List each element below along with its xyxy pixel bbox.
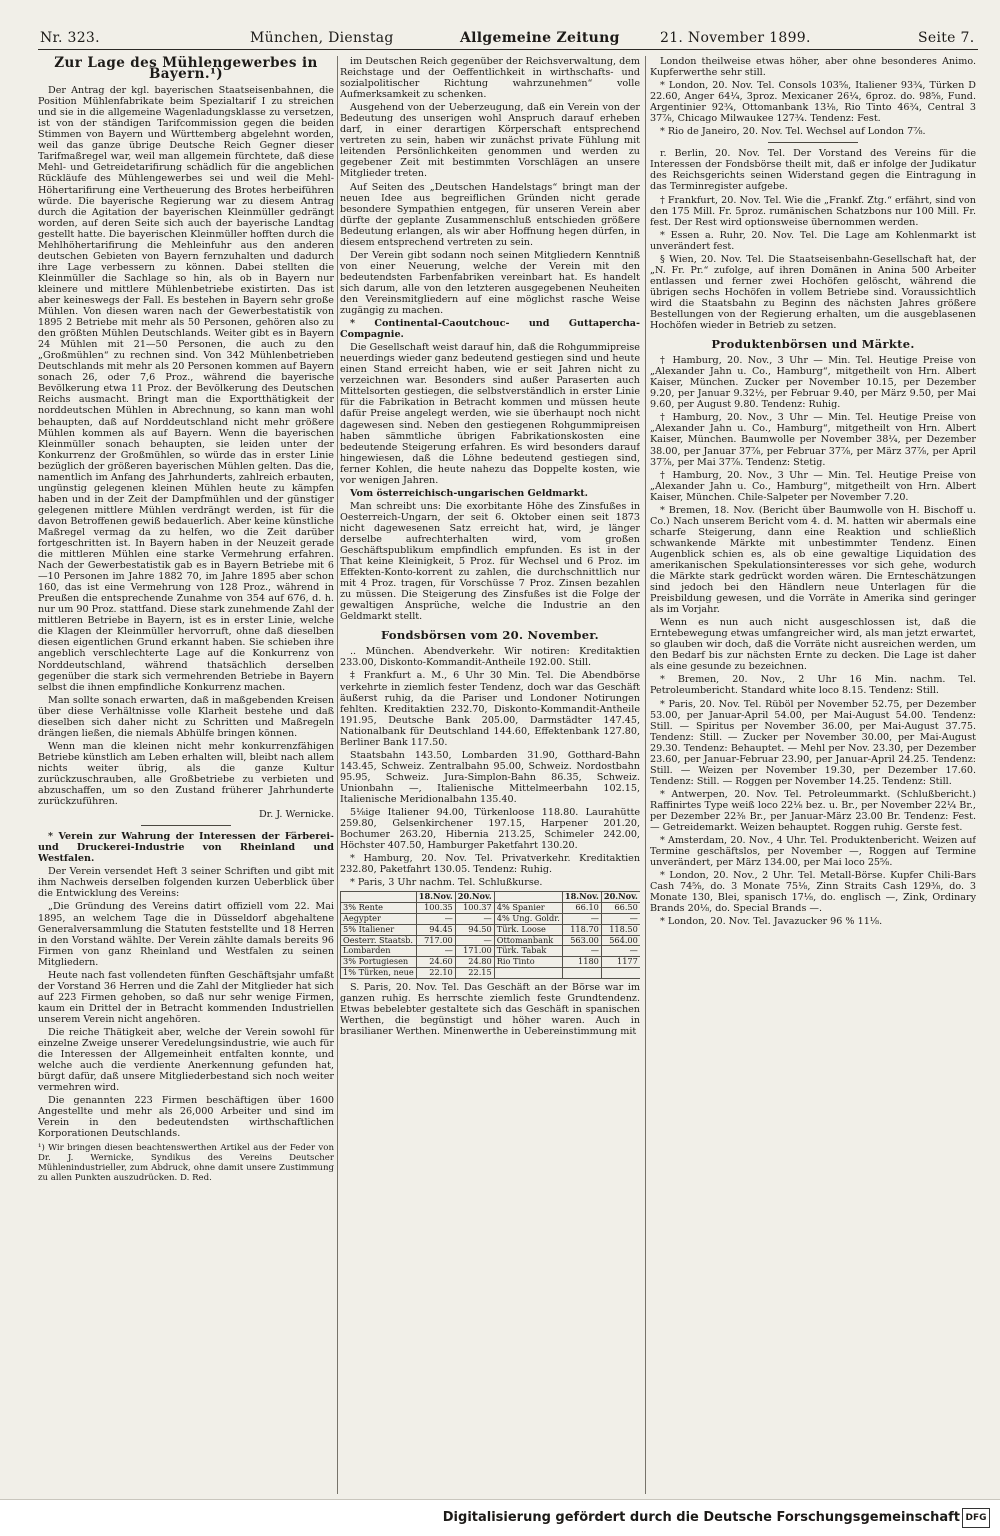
paragraph: * London, 20. Nov., 2 Uhr. Tel. Metall-Börse. Kupfer Chili-Bars Cash 74⅝, do. 3 Monate 75⅛, Zinn Straits Cash 129⅜, do. 3 Monate 130, Blei, spanisch 17⅛, do. englisch —, Zink, Ordinary Brands 20⅛, do. Special Brands —.: [650, 870, 976, 915]
place-date: München, Dienstag: [250, 30, 394, 46]
table-header-cell: 20.Nov.: [455, 892, 494, 903]
paragraph: * Paris, 3 Uhr nachm. Tel. Schlußkurse.: [350, 877, 543, 889]
table-row: [341, 903, 641, 914]
author-signature: Dr. J. Wernicke.: [258, 809, 334, 821]
table-header-cell: 20.Nov.: [601, 892, 640, 903]
masthead-rule: [38, 49, 978, 50]
section-title: Fondsbörsen vom 20. November.: [381, 628, 599, 643]
table-cell: [562, 967, 601, 978]
paragraph: * Bremen, 18. Nov. (Bericht über Baumwolle von H. Bischoff u. Co.) Nach unserem Bericht vom 4. d. M. hatten wir abermals eine scharfe Steigerung, dann eine Reaktion und schließlich schwankende Märkte mit unbestimmter Tendenz. Einen Augenblick schien es, als ob eine gewaltige Liquidation des amerikanischen Spekulationsinteresses vor sich gehe, wodurch die Märkte stark gedrückt worden wären. Die Ernteschätzungen sind jedoch bei den Händlern neue Unterlagen für die Preisbildung gewesen, und die Vorräte in Amerika sind geringer als im Vorjahr.: [650, 504, 976, 616]
paragraph: * Paris, 20. Nov. Tel. Rüböl per November 52.75, per Dezember 53.00, per Januar-April 54.00, per Mai-August 54.00. Tendenz: Still. — Spiritus per November 36.00, per Mai-August 37.75. Tendenz: Still. — Zucker per November 30.00, per Mai-August 29.30. Tendenz: Behauptet. — Mehl per Nov. 23.30, per Dezember 23.60, per Januar-Februar 23.90, per Januar-April 24.25. Tendenz: Still. — Weizen per November 19.30, per Dezember 17.60. Tendenz: Still. — Roggen per November 14.25. Tendenz: Still.: [650, 698, 976, 787]
paragraph: † Hamburg, 20. Nov., 3 Uhr — Min. Tel. Heutige Preise von „Alexander Jahn u. Co., Hamburg“, mitgetheilt von Hrn. Albert Kaiser, München. Chile-Salpeter per November 7.20.: [650, 469, 976, 503]
table-row: [341, 957, 641, 968]
table-cell: 118.70: [562, 924, 601, 935]
table-cell: Lombarden: [341, 946, 417, 957]
table-cell: 5% Italiener: [341, 924, 417, 935]
paragraph: * Hamburg, 20. Nov. Tel. Privatverkehr. Kreditaktien 232.80, Paketfahrt 130.05. Tendenz: Ruhig.: [340, 853, 640, 876]
table-cell: 171.00: [455, 946, 494, 957]
column-rule: [645, 56, 646, 1494]
paper-title: Allgemeine Zeitung: [460, 30, 620, 46]
table-cell: 24.80: [455, 957, 494, 968]
paragraph: Heute nach fast vollendeten fünften Geschäftsjahr umfaßt der Vorstand 36 Herren und die Zahl der Mitglieder hat sich auf 223 Firmen gehoben, so daß nur sehr wenige Firmen, kaum ein Drittel der in Betracht kommenden Industriellen unserem Verein nicht angehören.: [38, 969, 334, 1025]
column-rule: [337, 56, 338, 1494]
paragraph: * Antwerpen, 20. Nov. Tel. Petroleummarkt. (Schlußbericht.) Raffinirtes Type weiß loco 22⅛ bez. u. Br., per November 22¼ Br., per Dezember 22⅜ Br., per Januar-März 23.00 Br. Tendenz: Fest. — Getreidemarkt. Weizen behauptet. Roggen ruhig. Gerste fest.: [650, 788, 976, 834]
funding-credit: Digitalisierung gefördert durch die Deutsche Forschungsgemeinschaft: [442, 1510, 960, 1525]
column-3: [650, 56, 976, 1496]
table-header-row: [341, 892, 641, 903]
paragraph: Man sollte sonach erwarten, daß in maßgebenden Kreisen über diese Verhältnisse volle Klarheit bestehe und daß dieselben sich daher nicht zu Schritten und Maßregeln drängen ließen, die niemals Abhülfe bringen können.: [38, 694, 334, 739]
table-cell: 66.50: [601, 903, 640, 914]
paragraph: Wenn es nun auch nicht ausgeschlossen ist, daß die Erntebewegung etwas umfangreicher wird, als man jetzt erwartet, so glauben wir doch, daß die Vorräte nicht ausreichen werden, um den Bedarf bis zur nächsten Ernte zu decken. Die Lage ist daher als eine gesunde zu bezeichnen.: [650, 617, 976, 673]
paragraph: Die genannten 223 Firmen beschäftigen über 1600 Angestellte und mehr als 26,000 Arbeiter und sind im Verein in den bedeutendsten wirthschaftlichen Korporationen Deutschlands.: [38, 1095, 334, 1140]
table-cell: —: [455, 935, 494, 946]
table-cell: 22.15: [455, 967, 494, 978]
paragraph: Die Gesellschaft weist darauf hin, daß die Rohgummipreise neuerdings wieder ganz bedeutend gestiegen sind und heute einen Stand erreicht haben, wie er seit Jahren nicht zu verzeichnen war. Besonders sind außer Paraserten auch Mittelsorten gestiegen, die selbstverständlich in erster Linie für die Fabrikation in Betracht kommen und müssen heute dafür Preise angelegt werden, wie sie überhaupt noch nicht dagewesen sind. Neben den gestiegenen Rohgummipreisen haben sämmtliche übrigen Fabrikationskosten eine bedeutende Steigerung erfahren. Es wird besonders darauf hingewiesen, daß die Löhne bedeutend gestiegen sind, ferner Kohlen, die heute nahezu das Doppelte kosten, wie vor wenigen Jahren.: [340, 342, 640, 486]
table-cell: 100.37: [455, 903, 494, 914]
footnote: [38, 1143, 334, 1183]
table-cell: —: [601, 946, 640, 957]
table-cell: —: [455, 913, 494, 924]
paragraph: * Bremen, 20. Nov., 2 Uhr 16 Min. nachm. Tel. Petroleumbericht. Standard white loco 8.15. Tendenz: Still.: [650, 674, 976, 697]
paragraph: S. Paris, 20. Nov. Tel. Das Geschäft an der Börse war im ganzen ruhig. Es herrschte ziemlich feste Grundtendenz. Etwas bebelebter gestaltete sich das Geschäft in spanischen Werthen, die begünstigt und höher waren. Auch in brasilianer Werthen. Minenwerthe in Uebereinstimmung mit: [340, 981, 640, 1037]
table-header-cell: [341, 892, 417, 903]
table-cell: 100.35: [416, 903, 455, 914]
table-cell: 1180: [562, 957, 601, 968]
table-cell: Oesterr. Staatsb.: [341, 935, 417, 946]
table-cell: 564.00: [601, 935, 640, 946]
paragraph: Staatsbahn 143.50, Lombarden 31.90, Gotthard-Bahn 143.45, Schweiz. Zentralbahn 95.00, Schweiz. Nordostbahn 95.95, Schweiz. Jura-Simplon-Bahn 86.35, Schweiz. Unionbahn —, Italienische Mittelmeerbahn 102.15, Italienische Meridionalbahn 135.40.: [340, 749, 640, 805]
footnote-sign: D. Red.: [180, 1173, 212, 1184]
paragraph: London theilweise etwas höher, aber ohne besonderes Animo. Kupferwerthe sehr still.: [650, 56, 976, 79]
section-heading: * Continental-Caoutchouc- und Guttapercha-Compagnie.: [340, 318, 640, 341]
table-cell: 94.50: [455, 924, 494, 935]
table-cell: —: [416, 913, 455, 924]
table-cell: 66.10: [562, 903, 601, 914]
table-row: [341, 924, 641, 935]
section-title: Produktenbörsen und Märkte.: [711, 337, 915, 352]
table-row: [341, 935, 641, 946]
table-cell: Türk. Loose: [494, 924, 562, 935]
dfg-logo: DFG: [962, 1508, 990, 1528]
table-row: [341, 913, 641, 924]
separator: [768, 142, 858, 143]
paragraph: § Wien, 20. Nov. Tel. Die Staatseisenbahn-Gesellschaft hat, der „N. Fr. Pr.“ zufolge, auf ihren Domänen in Anina 500 Arbeiter entlassen und ferner zwei Hochöfen gelöscht, während die übrigen sechs Hochöfen in vollem Betriebe sind. Voraussichtlich wird die Staatsbahn zu Beginn des nächsten Jahres größere Bestellungen von der Regierung erhalten, um die ausgeblasenen Hochöfen wieder in Betrieb zu setzen.: [650, 253, 976, 332]
column-1: [38, 56, 334, 1496]
table-cell: Ottomanbank: [494, 935, 562, 946]
table-header-cell: 18.Nov.: [562, 892, 601, 903]
paragraph: † Hamburg, 20. Nov., 3 Uhr — Min. Tel. Heutige Preise von „Alexander Jahn u. Co., Hamburg“, mitgetheilt von Hrn. Albert Kaiser, München. Baumwolle per November 38¼, per Dezember 38.00, per Januar 37⅞, per Februar 37⅞, per März 37⅞, per April 37⅞, per Mai 37⅞. Tendenz: Stetig.: [650, 412, 976, 468]
paragraph: Man schreibt uns: Die exorbitante Höhe des Zinsfußes in Oesterreich-Ungarn, der seit 6. Oktober einen seit 1873 nicht dagewesenen Satz erreicht hat, wird, je länger derselbe aufrechterhalten wird, vom großen Geschäftspublikum empfindlich empfunden. Es ist in der That keine Kleinigkeit, 5 Proz. für Wechsel und 6 Proz. im Effekten-Konto-korrent zu zahlen, die durchschnittlich nur mit 4 Proz. tragen, für Vorschüsse 7 Proz. Zinsen bezahlen zu müssen. Die Steigerung des Zinsfußes ist die Folge der gewaltigen Ansprüche, welche die Industrie an den Geldmarkt stellt.: [340, 500, 640, 623]
paragraph: † Frankfurt, 20. Nov. Tel. Wie die „Frankf. Ztg.“ erfährt, sind von den 175 Mill. Fr. 5proz. rumänischen Schatzbons nur 100 Mill. Fr. fest. Der Rest wird optionsweise übernommen werden.: [650, 194, 976, 228]
table-header-cell: 18.Nov.: [416, 892, 455, 903]
section-heading: Vom österreichisch-ungarischen Geldmarkt.: [350, 487, 589, 499]
paragraph: Der Verein gibt sodann noch seinen Mitgliedern Kenntniß von einer Neuerung, welche der Verein mit den bedeutendsten Farbenfabriken vereinbart hat. Es handelt sich darum, alle von den letzteren ausgegebenen Neuheiten den Vereinsmitgliedern auf eine möglichst rasche Weise zugängig zu machen.: [340, 249, 640, 317]
table-cell: 94.45: [416, 924, 455, 935]
table-cell: 563.00: [562, 935, 601, 946]
table-cell: 1% Türken, neue: [341, 967, 417, 978]
table-cell: 3% Rente: [341, 903, 417, 914]
paragraph: Der Verein versendet Heft 3 seiner Schriften und gibt mit ihm Nachweis derselben folgenden kurzen Ueberblick über die Entwicklung des Vereins:: [38, 866, 334, 900]
section-heading: * Verein zur Wahrung der Interessen der Färberei- und Druckerei-Industrie von Rheinland und Westfalen.: [38, 831, 334, 865]
footnote-text: ¹) Wir bringen diesen beachtenswerthen Artikel aus der Feder von Dr. J. Wernicke, Syndikus des Vereins Deutscher Mühlenindustrieller, zum Abdruck, ohne damit unsere Zustimmung zu allen Punkten auszudrücken.: [38, 1143, 334, 1184]
table-cell: 3% Portugiesen: [341, 957, 417, 968]
paragraph: Die reiche Thätigkeit aber, welche der Verein sowohl für einzelne Zweige unserer Veredelungsindustrie, wie auch für die Interessen der Allgemeinheit entfalten konnte, und welche auch die verdiente Anerkennung gefunden hat, bürgt dafür, daß unsere Mitgliederbestand sich noch weiter vermehren wird.: [38, 1026, 334, 1094]
paris-quotes-table: [340, 891, 640, 978]
paragraph: * London, 20. Nov. Tel. Javazucker 96 % 11⅛.: [660, 916, 883, 928]
table-row: [341, 946, 641, 957]
table-cell: —: [416, 946, 455, 957]
table-header-cell: [494, 892, 562, 903]
table-cell: 118.50: [601, 924, 640, 935]
digitization-footer: [0, 1499, 1000, 1536]
table-cell: 24.60: [416, 957, 455, 968]
paragraph: Ausgehend von der Ueberzeugung, daß ein Verein von der Bedeutung des unserigen wohl Anspruch darauf erheben darf, in einer derartigen Körperschaft entsprechend vertreten zu sein, haben wir zunächst private Fühlung mit leitenden Persönlichkeiten genommen und werden zu gegebener Zeit mit bestimmten Vorschlägen an unsere Mitglieder treten.: [340, 102, 640, 180]
table-cell: Türk. Tabak: [494, 946, 562, 957]
table-cell: Rio Tinto: [494, 957, 562, 968]
table-row: [341, 967, 641, 978]
table-cell: 4% Ung. Goldr.: [494, 913, 562, 924]
paragraph: * London, 20. Nov. Tel. Consols 103⅝, Italiener 93¾, Türken D 22.60, Anger 64¼, 3proz. Mexicaner 26¼, 6proz. do. 98⅝, Fund. Argentinier 92¾, Ottomanbank 13⅛, Rio Tinto 46¾, Central 3 37⅞, Chicago Milwaukee 127¾. Tendenz: Fest.: [650, 80, 976, 125]
paragraph: Wenn man die kleinen nicht mehr konkurrenzfähigen Betriebe künstlich am Leben erhalten will, bleibt nach allem nichts weiter übrig, als die ganze Kultur zurückzuschrauben, alle Großbetriebe zu verbieten und abzuschaffen, um so den Zustand früherer Jahrhunderte zurückzuführen.: [38, 740, 334, 808]
paragraph: * Essen a. Ruhr, 20. Nov. Tel. Die Lage am Kohlenmarkt ist unverändert fest.: [650, 229, 976, 252]
paragraph: Auf Seiten des „Deutschen Handelstags“ bringt man der neuen Idee aus begreiflichen Gründen nicht gerade besondere Sympathien entgegen, für unseren Verein aber dürfte der geplante Zusammenschluß entschieden größere Bedeutung erlangen, als wir aber Hoffnung hegen dürfen, in diesem entsprechend vertreten zu sein.: [340, 181, 640, 248]
table-cell: [494, 967, 562, 978]
table-cell: 1177: [601, 957, 640, 968]
paragraph: r. Berlin, 20. Nov. Tel. Der Vorstand des Vereins für die Interessen der Fondsbörse theilt mit, daß er infolge der Judikatur des Reichsgerichts seinen Widerstand gegen die Eintragung in das Terminregister aufgebe.: [650, 148, 976, 193]
separator: [141, 825, 231, 826]
table-cell: —: [601, 913, 640, 924]
issue-date: 21. November 1899.: [660, 30, 811, 46]
issue-number: Nr. 323.: [40, 30, 100, 46]
page-number: Seite 7.: [918, 30, 975, 46]
paragraph: * Rio de Janeiro, 20. Nov. Tel. Wechsel auf London 7⅞.: [660, 126, 926, 138]
paragraph: 5⅛ige Italiener 94.00, Türkenloose 118.80. Laurahütte 259.80, Gelsenkirchener 197.15, Harpener 201.20, Bochumer 263.20, Hibernia 213.25, Schimeler 242.00, Höchster 407.50, Hamburger Paketfahrt 130.20.: [340, 807, 640, 852]
masthead: [40, 30, 978, 48]
table-cell: —: [562, 913, 601, 924]
column-2: [340, 56, 640, 1496]
table-body: [341, 903, 641, 979]
table-cell: 22.10: [416, 967, 455, 978]
table-cell: [601, 967, 640, 978]
paragraph: † Hamburg, 20. Nov., 3 Uhr — Min. Tel. Heutige Preise von „Alexander Jahn u. Co., Hamburg“, mitgetheilt von Hrn. Albert Kaiser, München. Zucker per November 10.15, per Dezember 9.20, per Januar 9.32½, per Februar 9.40, per März 9.50, per Mai 9.60, per August 9.80. Tendenz: Ruhig.: [650, 355, 976, 411]
paragraph: * Amsterdam, 20. Nov., 4 Uhr. Tel. Produktenbericht. Weizen auf Termine geschäftslos, per November —, Roggen auf Termine unverändert, per März 134.00, per Mai loco 25⅝.: [650, 835, 976, 869]
table-cell: 717.00: [416, 935, 455, 946]
table-cell: Aegypter: [341, 913, 417, 924]
paragraph: Der Antrag der kgl. bayerischen Staatseisenbahnen, die Position Mühlenfabrikate beim Spezialtarif I zu streichen und sie in die allgemeine Wagenladungsklasse zu versetzen, ist von der ständigen Tarifcommission gegen die beiden Stimmen von Bayern und Württemberg abgelehnt worden, weil das ganze übrige Deutsche Reich Gegner dieser Tarifmaßregel war, weil man allgemein fürchtete, daß diese Mehl- und Getreidetarifirung schädlich für die angeblichen Rückläufe des Mühlengewerbes sei und weil die Mehl-Höhertarifirung eine Vertheuerung des Brotes herbeiführen würde. Die bayerische Regierung war zu diesem Antrag durch die Agitation der bayerischen Kleinmüller gedrängt worden, auf deren Seite sich auch der bayerische Landtag gestellt hatte. Die bayerischen Kleinmüller hofften durch die Mehlhöhertarifirung die Mehleinfuhr aus den anderen deutschen Gebieten von Bayern fernzuhalten und dadurch ihre Lage verbessern zu können. Dabei stellten die Kleinmüller die Sachlage so hin, als ob in Bayern nur kleinere und mittlere Mühlenbetriebe existirten. Das ist aber keineswegs der Fall. Es bestehen in Bayern sehr große Mühlen. Von diesen waren nach der Gewerbestatistik von 1895 2 Betriebe mit mehr als 50 Personen, gehören also zu den größten Mühlen Deutschlands. Weiter gibt es in Bayern 24 Mühlen mit 21—50 Personen, die auch zu den „Großmühlen“ zu rechnen sind. Von 342 Mühlenbetrieben Deutschlands mit mehr als 20 Personen kommen auf Bayern sonach 26, oder 7,6 Proz., während die bayerische Bevölkerung etwa 11 Proz. der Bevölkerung des Deutschen Reichs ausmacht. Bringt man die Exportthätigkeit der norddeutschen Mühlen in Abrechnung, so kann man wohl behaupten, daß auf Norddeutschland nicht mehr größere Mühlen kommen als auf Bayern. Wenn die bayerischen Kleinmüller sonach behaupten, sie leiden unter der Konkurrenz der Großmühlen, so würde das in erster Linie bezüglich der größeren bayerischen Mühlen gelten. Das die, namentlich im Anfang des Jahrhunderts, zahlreich erbauten, ungünstig gelegenen kleinen Mühlen heute zu kämpfen haben und in der Zeit der Dampfmühlen und der günstiger gelegenen mittlere Mühlen verdrängt werden, ist für die davon Betroffenen gewiß bedauerlich. Aber keine künstliche Maßregel vermag da zu helfen, wo die Zeit darüber fortgeschritten ist. In Bayern haben in der Neuzeit gerade die mittleren Mühlen eine starke Vermehrung erfahren. Nach der Gewerbestatistik gab es in Bayern Betriebe mit 6—10 Personen im Jahre 1882 70, im Jahre 1895 aber schon 160, das ist eine Vermehrung von 128 Proz., während in Preußen die entsprechende Zunahme von 354 auf 676, d. h. nur um 90 Proz. stattfand. Diese stark zunehmende Zahl der mittleren Betriebe in Bayern, ist es in erster Linie, welche die Klagen der Kleinmüller hervorruft, ohne daß dieselben diesen eigentlichen Grund erkannt haben. Sie schieben ihre angeblich verschlechterte Lage auf die Konkurrenz von Norddeutschland, während thatsächlich derselben gegenüber die stark sich vermehrenden Betriebe in Bayern selbst die ihnen empfindliche Konkurrenz machen.: [38, 85, 334, 693]
article-title: Zur Lage des Mühlengewerbes in Bayern.¹): [54, 56, 318, 83]
paragraph: im Deutschen Reich gegenüber der Reichsverwaltung, dem Reichstage und der Oeffentlichkeit in wirthschafts- und sozialpolitischer Richtung wahrzunehmen“ volle Aufmerksamkeit zu schenken.: [340, 56, 640, 101]
table-cell: 4% Spanier: [494, 903, 562, 914]
table-cell: —: [562, 946, 601, 957]
paragraph: ‡ Frankfurt a. M., 6 Uhr 30 Min. Tel. Die Abendbörse verkehrte in ziemlich fester Tendenz, doch war das Geschäft äußerst ruhig, da die Pariser und Londoner Notirungen fehlten. Kreditaktien 232.70, Diskonto-Kommandit-Antheile 191.95, Deutsche Bank 205.00, Darmstädter 147.45, Nationalbank für Deutschland 144.60, Effektenbank 127.80, Berliner Bank 117.50.: [340, 670, 640, 748]
paragraph: .. München. Abendverkehr. Wir notiren: Kreditaktien 233.00, Diskonto-Kommandit-Antheile 192.00. Still.: [340, 646, 640, 669]
paragraph: „Die Gründung des Vereins datirt offiziell vom 22. Mai 1895, an welchem Tage die in Düsseldorf abgehaltene Generalversammlung die Statuten feststellte und 18 Herren in den Vorstand wählte. Der Verein zählte damals bereits 96 Firmen von ganz Rheinland und Westfalen zu seinen Mitgliedern.: [38, 901, 334, 968]
